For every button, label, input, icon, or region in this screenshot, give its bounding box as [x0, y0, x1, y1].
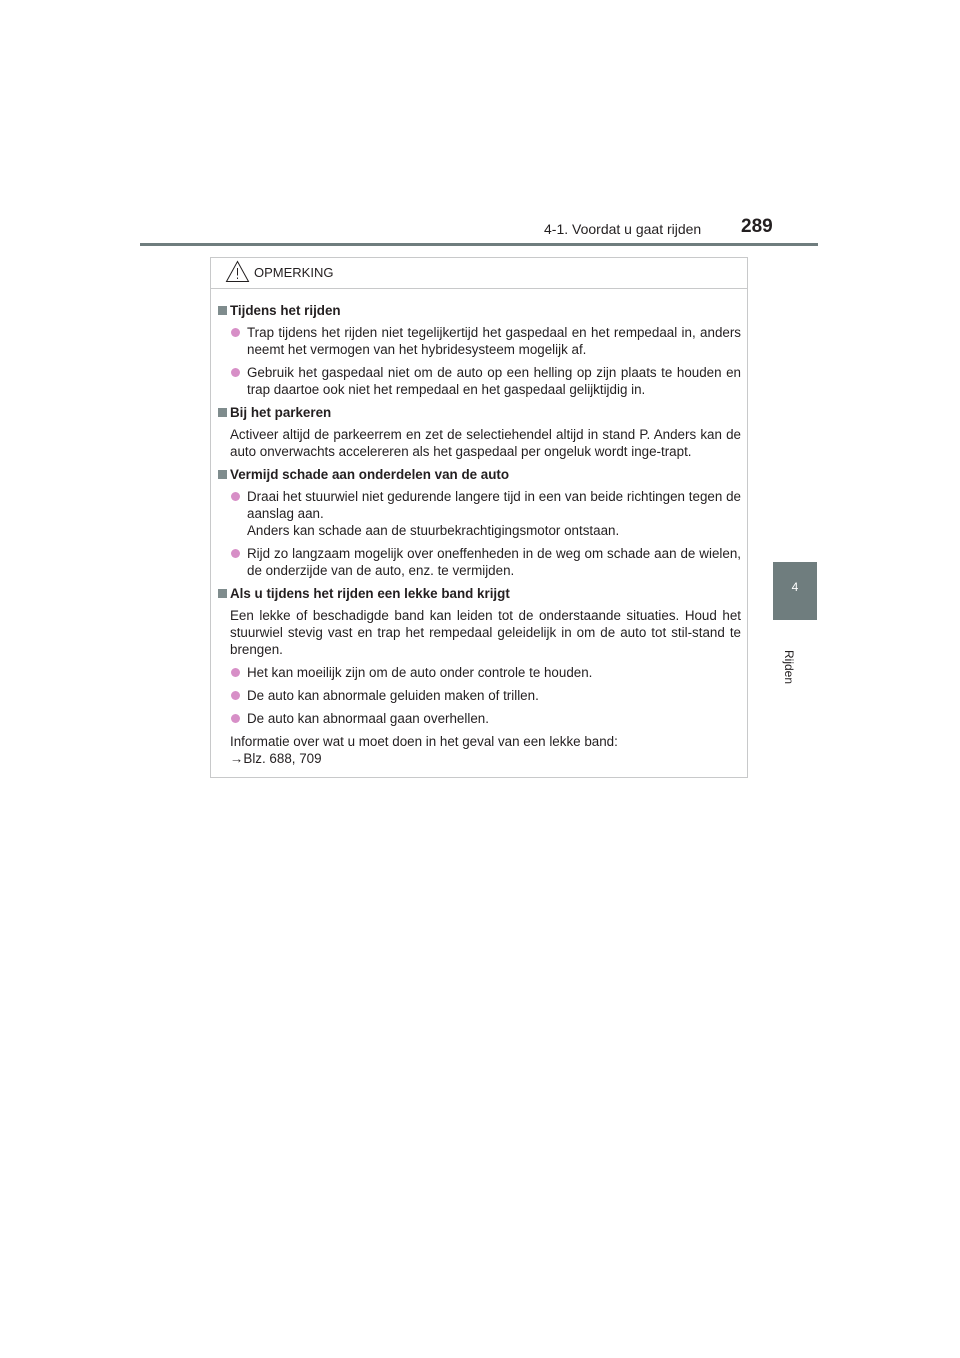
paragraph: Activeer altijd de parkeerrem en zet de selectiehendel altijd in stand P. Anders kan de auto onverwachts accelereren als het gaspedaal per ongeluk wordt inge-trapt. — [230, 427, 741, 459]
list-item — [217, 488, 741, 539]
list-item — [217, 710, 741, 727]
section-square-icon — [218, 470, 227, 479]
bullet-extra-text: Anders kan schade aan de stuurbekrachtigingsmotor ontstaan. — [247, 523, 620, 538]
bullet-dot-icon — [231, 714, 240, 723]
list-item — [217, 545, 741, 579]
list-item — [217, 687, 741, 704]
section-title — [217, 466, 741, 483]
bullet-text: Het kan moeilijk zijn om de auto onder controle te houden. — [247, 665, 593, 680]
paragraph — [217, 733, 741, 767]
notice-title: OPMERKING — [254, 265, 334, 280]
bullet-dot-icon — [231, 691, 240, 700]
bullet-dot-icon — [231, 328, 240, 337]
page-reference-text: Blz. 688, 709 — [243, 751, 322, 766]
page-number: 289 — [741, 216, 773, 237]
bullet-text: Draai het stuurwiel niet gedurende langere tijd in een van beide richtingen tegen de aanslag aan. — [247, 489, 741, 521]
warning-triangle-icon — [225, 260, 250, 283]
footer-text: Informatie over wat u moet doen in het geval van een lekke band: — [230, 734, 618, 749]
notice-box — [210, 257, 748, 778]
section-title — [217, 404, 741, 421]
chapter-tab[interactable] — [773, 562, 817, 620]
bullet-dot-icon — [231, 668, 240, 677]
section-square-icon — [218, 589, 227, 598]
list-item — [217, 364, 741, 398]
paragraph: Een lekke of beschadigde band kan leiden tot de onderstaande situaties. Houd het stuurwiel stevig vast en trap het rempedaal geleidelijk in om de auto tot stil-stand te brengen. — [230, 608, 741, 657]
section-title-text: Bij het parkeren — [230, 405, 332, 420]
list-item — [217, 324, 741, 358]
bullet-text: De auto kan abnormale geluiden maken of trillen. — [247, 688, 539, 703]
bullet-dot-icon — [231, 368, 240, 377]
notice-header — [211, 258, 747, 289]
section-title-text: Vermijd schade aan onderdelen van de auto — [230, 467, 510, 482]
section-square-icon — [218, 408, 227, 417]
section-square-icon — [218, 306, 227, 315]
chapter-tab-number: 4 — [791, 580, 799, 594]
section-title-text: Als u tijdens het rijden een lekke band krijgt — [230, 586, 510, 601]
section-title — [217, 585, 741, 602]
bullet-text: Gebruik het gaspedaal niet om de auto op een helling op zijn plaats te houden en trap daartoe ook niet het rempedaal en het gaspedaal gelijktijdig in. — [247, 365, 741, 397]
bullet-text: De auto kan abnormaal gaan overhellen. — [247, 711, 489, 726]
bullet-dot-icon — [231, 549, 240, 558]
page-reference-link[interactable] — [230, 750, 741, 767]
chapter-tab-label: Rijden — [782, 650, 796, 685]
header-divider — [140, 243, 818, 246]
header-section-title: 4-1. Voordat u gaat rijden — [544, 221, 702, 237]
list-item — [217, 664, 741, 681]
notice-body — [211, 289, 747, 767]
section-title-text: Tijdens het rijden — [230, 303, 341, 318]
section-title — [217, 302, 741, 319]
bullet-text: Trap tijdens het rijden niet tegelijkertijd het gaspedaal en het rempedaal in, anders neemt het vermogen van het hybridesysteem mogelijk af. — [247, 325, 741, 357]
arrow-right-icon: → — [230, 751, 244, 766]
bullet-dot-icon — [231, 492, 240, 501]
bullet-text: Rijd zo langzaam mogelijk over oneffenheden in de weg om schade aan de wielen, de onderzijde van de auto, enz. te vermijden. — [247, 546, 741, 578]
